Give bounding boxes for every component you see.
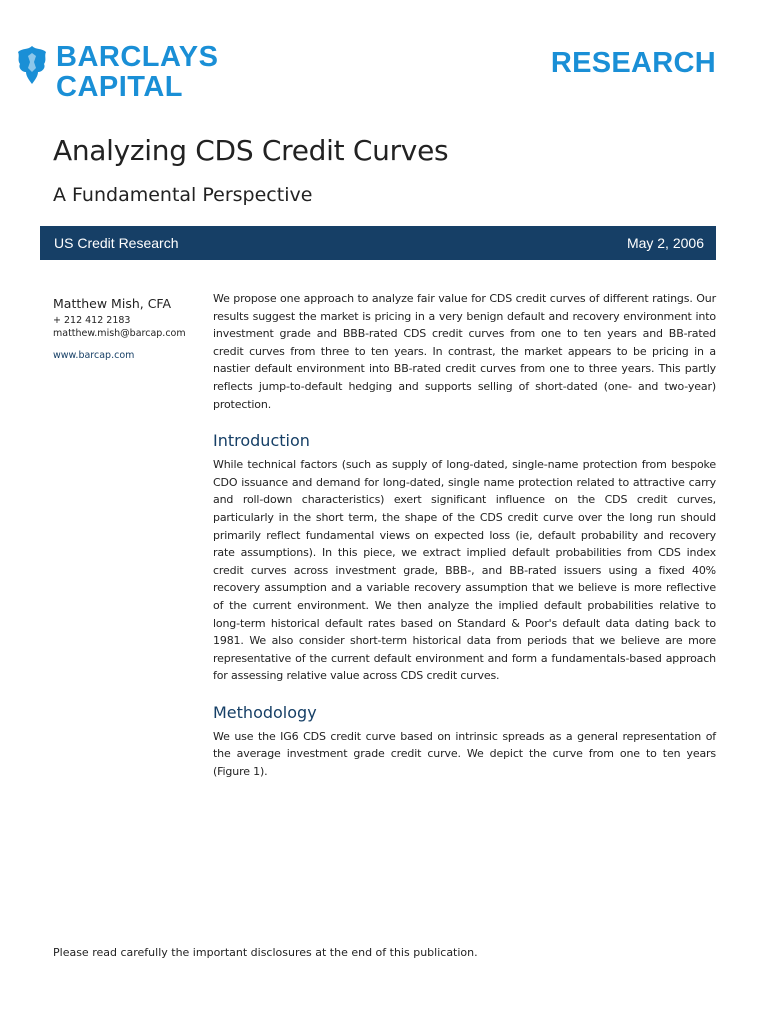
barclays-capital-logo [14,42,218,102]
logo-line-1: BARCLAYS [56,41,219,73]
document-title: Analyzing CDS Credit Curves [53,134,449,167]
research-label: RESEARCH [550,47,716,79]
section-heading-introduction: Introduction [213,431,310,451]
logo-line-2: CAPITAL [56,71,184,103]
disclosure-footer: Please read carefully the important disclosures at the end of this publication. [53,946,478,959]
document-subtitle: A Fundamental Perspective [53,184,313,206]
header-banner [40,226,716,260]
author-name: Matthew Mish, CFA [53,296,172,311]
introduction-paragraph: While technical factors (such as supply of long-dated, single-name protection from bespoke CDO issuance and demand for long-dated, single name protection related to attractive carry and roll-down characteristics) exert significant influence on the CDS credit curves, particularly in the short term, the shape of the CDS credit curve over the long run should primarily reflect fundamental views on expected loss (ie, default probability and recovery rate assumptions). In this piece, we extract implied default probabilities from CDS index credit curves across investment grade, BBB-, and BB-rated issuers using a fixed 40% recovery assumption and a variable recovery assumption that we believe is more reflective of the current environment. We then analyze the implied default probabilities relative to long-term historical default rates based on Standard & Poor's default data dating back to 1981. We also consider short-term historical data from periods that we believe are more representative of the current default environment and form a fundamentals-based approach for assessing relative value across CDS credit curves. [213,458,716,683]
author-block [53,296,186,361]
author-phone: + 212 412 2183 [53,315,131,326]
author-email[interactable]: matthew.mish@barcap.com [53,328,186,339]
eagle-icon [14,42,50,86]
banner-date: May 2, 2006 [626,235,704,251]
abstract-paragraph: We propose one approach to analyze fair value for CDS credit curves of different ratings. Our results suggest the market is pricing in a very benign default and recovery environment into investment grade and BBB-rated CDS credit curves from one to ten years and BB-rated credit curves from three to ten years. In contrast, the market appears to be pricing in a nastier default environment into BB-rated credit curves from one to three years. This partly reflects jump-to-default hedging and supports selling of short-dated (one- and two-year) protection. [213,292,716,411]
main-content [213,290,716,781]
banner-section: US Credit Research [54,235,179,251]
methodology-paragraph: We use the IG6 CDS credit curve based on intrinsic spreads as a general representation of the average investment grade credit curve. We depict the curve from one to ten years (Figure 1). [213,729,716,779]
website-link[interactable]: www.barcap.com [53,350,135,361]
section-heading-methodology: Methodology [213,702,317,722]
